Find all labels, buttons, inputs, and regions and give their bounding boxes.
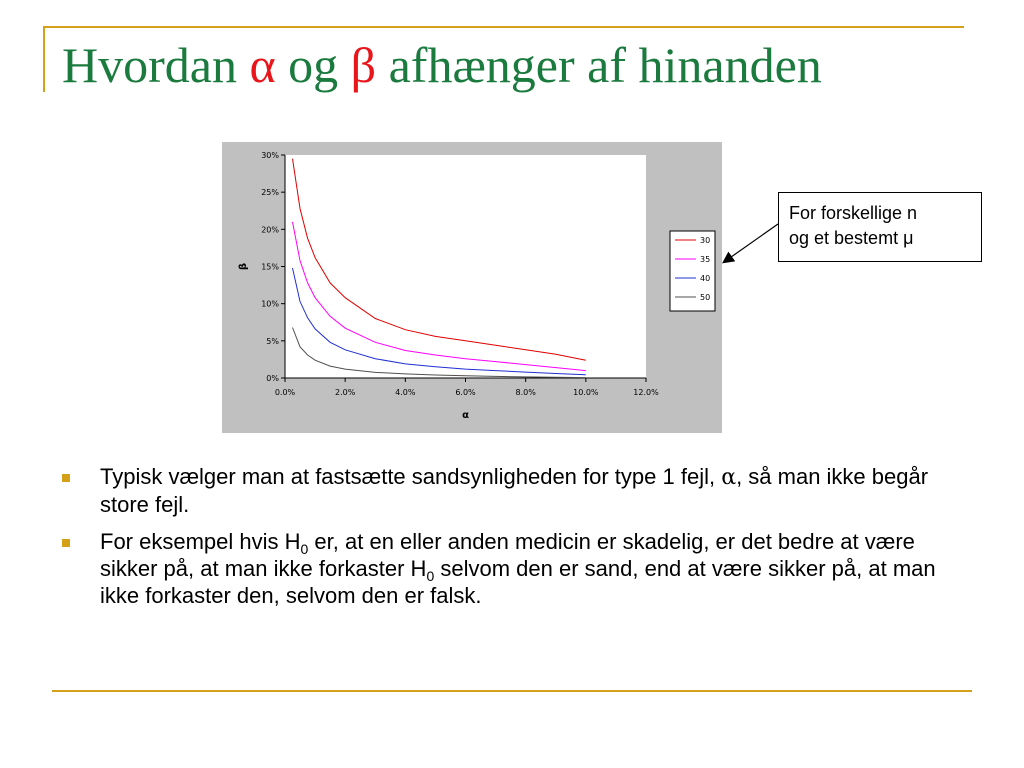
bullet-text: , så man ikke begår store fejl. bbox=[100, 464, 929, 517]
x-tick-label: 0.0% bbox=[274, 388, 296, 397]
top-rule bbox=[43, 26, 964, 28]
title-part: og bbox=[275, 37, 351, 93]
legend-label-40: 40 bbox=[700, 274, 711, 283]
legend-label-50: 50 bbox=[700, 293, 711, 302]
plot-area bbox=[285, 155, 646, 378]
x-tick-label: 4.0% bbox=[395, 388, 416, 397]
title-part: afhænger af hinanden bbox=[376, 37, 822, 93]
chart-svg bbox=[222, 142, 722, 433]
bullet-text: er, at en eller anden medicin er skadelig, er det bedre at være sikker på, at man ikke forkaster H bbox=[100, 529, 915, 581]
x-tick-label: 2.0% bbox=[335, 388, 356, 397]
title-alpha: α bbox=[249, 37, 276, 93]
legend-label-35: 35 bbox=[700, 255, 711, 264]
beta-alpha-chart bbox=[222, 142, 722, 433]
bullet-list bbox=[62, 463, 962, 619]
subscript: 0 bbox=[300, 541, 309, 557]
bullet-item bbox=[62, 528, 962, 609]
y-tick-label: 0% bbox=[266, 374, 279, 383]
x-tick-label: 12.0% bbox=[633, 388, 659, 397]
x-tick-label: 8.0% bbox=[515, 388, 536, 397]
y-tick-label: 20% bbox=[261, 225, 279, 235]
bullet-alpha: α bbox=[721, 465, 737, 490]
y-tick-label: 5% bbox=[266, 336, 279, 346]
title-part: Hvordan bbox=[62, 37, 250, 93]
bullet-text: Typisk vælger man at fastsætte sandsynligheden for type 1 fejl, bbox=[100, 464, 722, 489]
y-tick-label: 30% bbox=[261, 151, 279, 160]
y-tick-label: 25% bbox=[261, 188, 279, 198]
callout-line-2: og et bestemt μ bbox=[789, 228, 914, 248]
slide-title bbox=[62, 38, 822, 93]
bullet-item bbox=[62, 463, 962, 518]
x-tick-label: 10.0% bbox=[573, 388, 599, 397]
left-rule bbox=[43, 26, 45, 92]
y-axis-label: β bbox=[238, 262, 249, 271]
bottom-rule bbox=[52, 690, 972, 692]
x-axis-label: α bbox=[462, 410, 469, 421]
bullet-marker bbox=[62, 539, 70, 547]
y-tick-label: 10% bbox=[261, 299, 279, 309]
bullet-marker bbox=[62, 474, 70, 482]
bullet-text: For eksempel hvis H bbox=[100, 529, 301, 554]
subscript: 0 bbox=[426, 568, 435, 584]
bullet-text: selvom den er sand, end at være sikker på, at man ikke forkaster den, selvom den er falsk. bbox=[100, 556, 936, 608]
legend-label-30: 30 bbox=[700, 236, 711, 245]
callout-line-1: For forskellige n bbox=[789, 203, 918, 223]
title-beta: β bbox=[350, 37, 377, 93]
x-tick-label: 6.0% bbox=[455, 388, 476, 397]
y-tick-label: 15% bbox=[261, 262, 279, 272]
callout-box bbox=[778, 192, 982, 262]
